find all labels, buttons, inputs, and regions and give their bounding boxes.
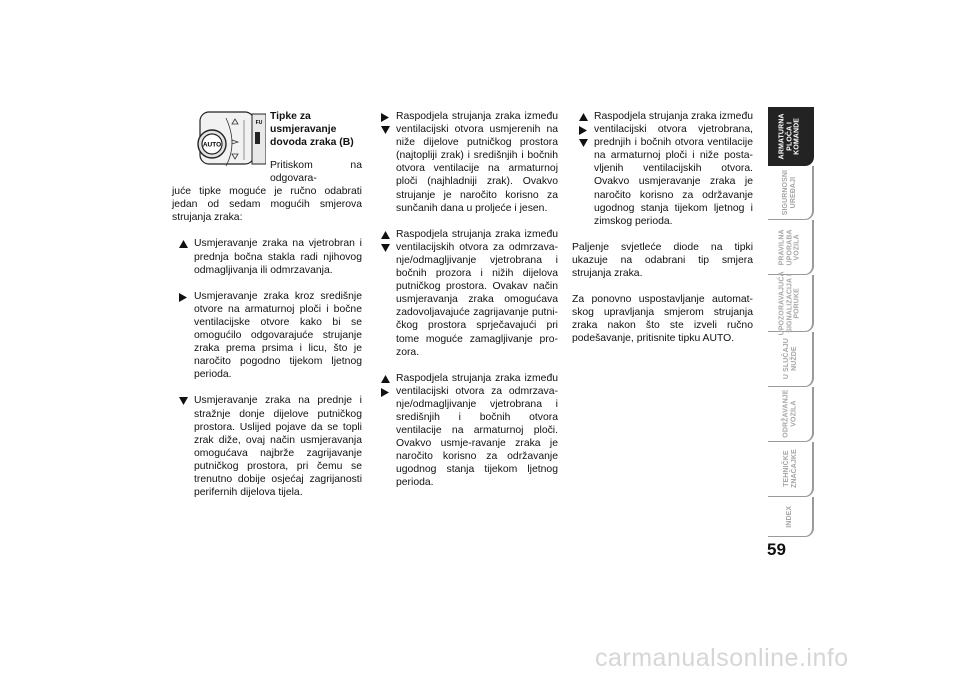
arrow-right-icon bbox=[172, 290, 194, 304]
led-paragraph: Paljenje svjetleće diode na tipki ukazuje na odabrani tip smjera strujanja zraka. bbox=[572, 241, 753, 280]
air-distribution-control-image bbox=[186, 110, 266, 168]
intro-text-b: juće tipke moguće je ručno odabrati jedan od sedam mogućih smjerova strujanja zraka: bbox=[172, 186, 362, 224]
arrow-down-icon bbox=[379, 242, 391, 255]
intro-paragraph bbox=[172, 159, 362, 224]
tab-pravilna-uporaba[interactable]: PRAVILNA UPORABA VOZILA bbox=[768, 220, 814, 275]
tab-armaturna-ploca[interactable]: ARMATURNA PLOČA I KOMANDE bbox=[768, 107, 814, 166]
arrow-down-icon bbox=[577, 137, 589, 150]
column-3 bbox=[572, 110, 753, 359]
list-item: Usmjeravanje zraka na prednje i stražnje donje dijelove putničkog prostora. Uslijed pojave da se topli zrak diže, ovaj način usmjeravanja omogućava najbrže zagrijavanje putničkog prostora, pri čemu se trenutno dobije osjećaj zagrijanosti perifernih dijelova tijela. bbox=[172, 394, 362, 499]
arrow-right-icon bbox=[379, 386, 391, 399]
tab-upozoravajuca-signalizacija[interactable]: UPOZORAVAJUĆA SIGNALIZACIJA I PORUKE bbox=[768, 275, 814, 332]
watermark: carmanualsonline.info bbox=[595, 644, 849, 672]
tab-tehnicke-znacajke[interactable]: TEHNIČKE ZNAČAJKE bbox=[768, 442, 814, 497]
column-2 bbox=[374, 110, 558, 503]
list-item: Raspodjela strujanja zraka između ventilacijski otvora za odmrzava-nje/odmagljivanje vjetrobrana i središnjih i bočnih otvora ventilacije na armaturnoj ploči. Ovakvo usmje-ravanje zraka je naročito korisno za održavanje ugodnog stanja tijekom ljetnog perioda. bbox=[374, 372, 558, 490]
list-item: Raspodjela strujanja zraka između ventilacijski otvora vjetrobrana, prednjih i bočnih otvora ventilacije na armaturnoj ploči i niže posta-vljenih ventilacijskih otvora. Ovakvo usmjeravanje zraka je naročito korisno za održavanje ugodnog stanja tijekom ljetnog i zimskog perioda. bbox=[572, 110, 753, 228]
list-item: Usmjeravanje zraka na vjetrobran i prednja bočna stakla radi njihovog odmagljivanja ili odmrzavanja. bbox=[172, 237, 362, 276]
list-item: Raspodjela strujanja zraka između ventilacijskih otvora za odmrzava-nje/odmagljivanje vjetrobrana i bočnih prozora i nižih dijelova putničkog prostora. Ovakav način usmjeravanja zraka omogućava zadovoljavajuće zagrijavanje putni-čkog prostora sprječavajući pri tome moguće zamagljivanje pro-zora. bbox=[374, 228, 558, 359]
auto-paragraph: Za ponovno uspostavljanje automat-skog upravljanja smjerom strujanja zraka nakon što ste izveli ručno podešavanje, pritisnite tipku AUTO. bbox=[572, 294, 753, 345]
tab-u-slucaju-nuzde[interactable]: U SLUČAJU NUŽDE bbox=[768, 332, 814, 387]
section-heading: Tipke za usmjeravanje dovoda zraka (B) bbox=[270, 111, 354, 149]
arrow-down-icon bbox=[379, 124, 391, 137]
arrow-up-icon bbox=[172, 237, 194, 251]
arrow-down-icon bbox=[172, 394, 194, 408]
tab-sigurnosni-uredaji[interactable]: SIGURNOSNI UREĐAJI bbox=[768, 166, 814, 220]
list-item: Usmjeravanje zraka kroz središnje otvore na armaturnoj ploči i bočne ventilacijske otvore kako bi se omogućilo odgovarajuće strujanje zraka prema prsima i licu, što je naročito pogodno tijekom ljetnog perioda. bbox=[172, 290, 362, 382]
tab-index[interactable]: INDEX bbox=[768, 497, 814, 537]
arrow-up-icon bbox=[379, 373, 391, 386]
arrow-up-icon bbox=[379, 229, 391, 242]
arrow-up-icon bbox=[577, 111, 589, 124]
auto-label: AUTO bbox=[202, 141, 222, 149]
intro-text-a: Pritiskom na odgovara- bbox=[270, 160, 362, 185]
arrow-right-icon bbox=[379, 111, 391, 124]
fu-label: FU bbox=[255, 120, 263, 126]
page-number: 59 bbox=[767, 540, 786, 559]
arrow-right-icon bbox=[577, 124, 589, 137]
list-item: Raspodjela strujanja zraka između ventilacijski otvora usmjerenih na niže dijelove putničkog prostora (najtopliji zrak) i središnjih i bočnih otvora ventilacije na armaturnoj ploči (najhladniji zrak). Ovakvo strujanje je naročito korisno za sunčanih dana u proljeće i jesen. bbox=[374, 110, 558, 215]
column-1 bbox=[172, 110, 362, 512]
tab-odrzavanje-vozila[interactable]: ODRŽAVANJE VOZILA bbox=[768, 387, 814, 442]
